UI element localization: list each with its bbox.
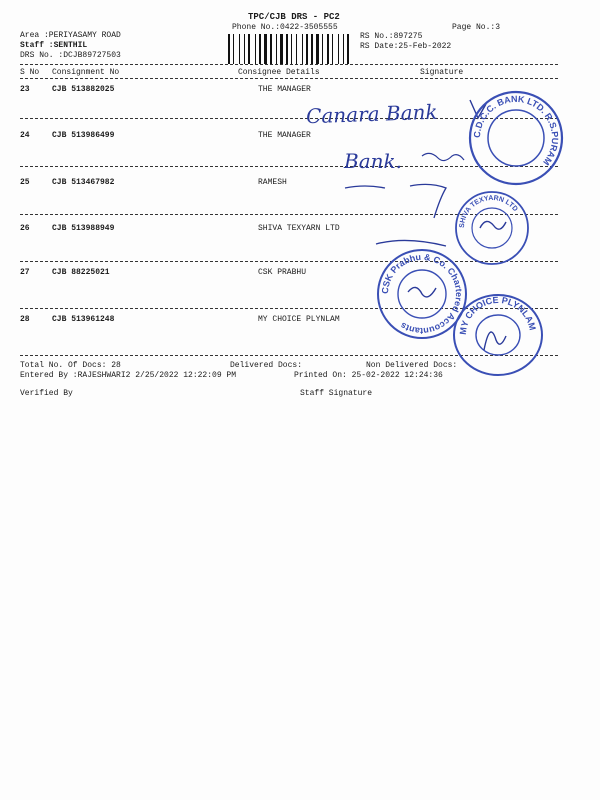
stamp-text: C.D.C.C. BANK LTD. R.S.PURAM: [471, 93, 561, 168]
signature-text: Bank.: [344, 149, 402, 173]
stamp-text: CSK Prabhu & Co. Chartered Accountants: [379, 251, 465, 337]
row-consignment: CJB 513961248: [52, 315, 115, 324]
row-consignment: CJB 513988949: [52, 224, 115, 233]
non-delivered-docs: Non Delivered Docs:: [366, 361, 458, 370]
row-sno: 24: [20, 131, 30, 140]
row-sno: 26: [20, 224, 30, 233]
page-number: Page No.:3: [452, 23, 501, 32]
row-sno: 27: [20, 268, 30, 277]
row-consignee: THE MANAGER: [258, 85, 311, 94]
row-consignee: SHIVA TEXYARN LTD: [258, 224, 340, 233]
col-signature: Signature: [420, 68, 464, 77]
row-consignee: RAMESH: [258, 178, 287, 187]
signature-text: Canara Bank: [305, 99, 438, 129]
signature-ramesh: [340, 180, 460, 220]
row-consignment: CJB 513882025: [52, 85, 115, 94]
document-title: TPC/CJB DRS - PC2: [248, 12, 340, 22]
row-consignment: CJB 513467982: [52, 178, 115, 187]
stamp-text: SHIVA TEXYARN LTD: [458, 194, 519, 229]
row-sno: 25: [20, 178, 30, 187]
row-consignee: CSK PRABHU: [258, 268, 307, 277]
row-consignment: CJB 513986499: [52, 131, 115, 140]
col-sno: S No: [20, 68, 40, 77]
row-sno: 23: [20, 85, 30, 94]
row-consignment: CJB 88225021: [52, 268, 110, 277]
stamp-text: MY CHOICE PLYNLAM: [457, 294, 538, 336]
total-docs: Total No. Of Docs: 28: [20, 361, 121, 370]
divider: [20, 78, 558, 79]
delivered-docs: Delivered Docs:: [230, 361, 303, 370]
printed-on: Printed On: 25-02-2022 12:24:36: [294, 371, 443, 380]
staff-signature: Staff Signature: [300, 389, 373, 398]
phone-number: Phone No.:0422-3505555: [232, 23, 338, 32]
stamp-cdcc-bank: [466, 88, 566, 188]
col-consignment: Consignment No: [52, 68, 120, 77]
col-consignee: Consignee Details: [238, 68, 320, 77]
stamp-my-choice: [448, 290, 548, 380]
row-consignee: THE MANAGER: [258, 131, 311, 140]
rs-number: RS No.:897275: [360, 32, 423, 41]
barcode: [228, 34, 352, 64]
rs-date: RS Date:25-Feb-2022: [360, 42, 452, 51]
row-consignee: MY CHOICE PLYNLAM: [258, 315, 340, 324]
drs-number: DRS No. :DCJB89727503: [20, 51, 121, 60]
entered-by: Entered By :RAJESHWARI2 2/25/2022 12:22:09 PM: [20, 371, 237, 380]
staff-label: Staff :SENTHIL: [20, 41, 88, 50]
area-label: Area :PERIYASAMY ROAD: [20, 31, 121, 40]
row-sno: 28: [20, 315, 30, 324]
divider: [20, 64, 558, 65]
svg-text:SHIVA TEXYARN LTD: [459, 195, 519, 228]
verified-by: Verified By: [20, 389, 73, 398]
